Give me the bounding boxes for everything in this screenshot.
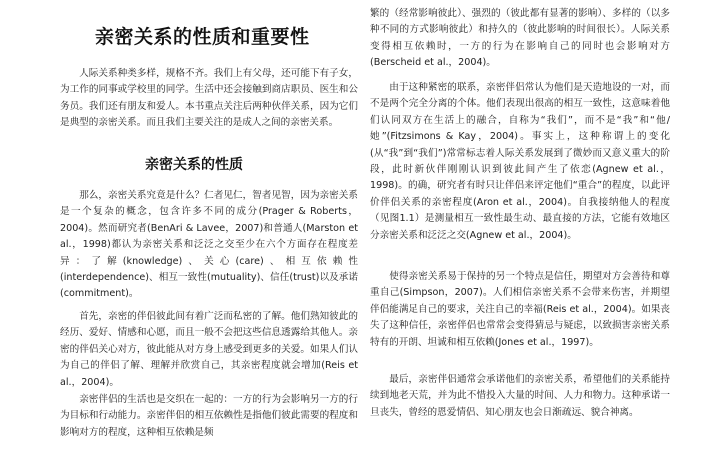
page-title: 亲密关系的性质和重要性 [95,26,310,48]
left-paragraph-3: 首先，亲密的伴侣彼此间有着广泛而私密的了解。他们熟知彼此的经历、爱好、情感和心愿，而且一般不会把这些信息透露给其他人。亲密的伴侣关心对方，彼此能从对方身上感受到更多的关爱。如果人们认为自己的伴侣了解、理解并欣赏自己，其亲密程度就会增加(Reis et al.，2004)。 [60,311,358,388]
left-paragraph-1: 人际关系种类多样，规格不齐。我们上有父母，还可能下有子女，为工作的同事或学校里的同学。生活中还会接触到商店职员、医生和公务员。我们还有朋友和爱人。本书重点关注后两种伙伴关系，因为它们是典型的亲密关系。而且我们主要关注的是成人之间的亲密关系。 [60,68,358,129]
right-paragraph-1: 繁的（经常影响彼此）、强烈的（彼此都有显著的影响）、多样的（以多种不同的方式影响彼此）和持久的（彼此影响的时间很长）。人际关系变得相互依赖时，一方的行为在影响自己的同时也会影响对方(Berscheid et al.，2004)。 [370,8,670,69]
right-paragraph-4: 最后，亲密伴侣通常会承诺他们的亲密关系，希望他们的关系能持续到地老天荒，并为此不惜投入大量的时间、人力和物力。这种承诺一旦丧失，曾经的恩爱情侣、知心朋友也会日渐疏远、貌合神离。 [370,374,670,418]
right-paragraph-2: 由于这种紧密的联系，亲密伴侣常认为他们是天造地设的一对，而不是两个完全分离的个体。他们表现出很高的相互一致性，这意味着他们认同双方在生活上的融合，自称为“我们”，而不是“我”和“他/她”(Fitzsimons & Kay，2004)。事实上，这种称谓上的变化(从“我”到“我们”)常常标志着人际关系发展到了微妙而又意义重大的阶段，此时新伙伴刚刚认识到彼此间产生了依恋(Agnew et al.，1998)。的确，研究者有时只让伴侣来评定他们“重合”的程度，以此评价伴侣关系的亲密程度(Aron et al.，2004)。自我接纳他人的程度（见图1.1）是测量相互一致性最生动、最直接的方法，它能有效地区分亲密关系和泛泛之交(Agnew et al.，2004)。 [370,82,670,241]
left-paragraph-2: 那么，亲密关系究竟是什么？仁者见仁，智者见智，因为亲密关系是一个复杂的概念，包含许多不同的成分(Prager & Roberts，2004)。然而研究者(BenAri & Lavee，2007)和普通人(Marston et al.，1998)都认为亲密关系和泛泛之交至少在六个方面存在程度差异：了解(knowledge)、关心(care)、相互依赖性(interdependence)、相互一致性(mutuality)、信任(trust)以及承诺(commitment)。 [60,190,358,300]
left-paragraph-4: 亲密伴侣的生活也是交织在一起的：一方的行为会影响另一方的行为目标和行动能力。亲密伴侣的相互依赖性是指他们彼此需要的程度和影响对方的程度，这种相互依赖是频 [60,394,358,438]
right-paragraph-3: 使得亲密关系易于保持的另一个特点是信任，期望对方会善待和尊重自己(Simpson，2007)。人们相信亲密关系不会带来伤害，并期望伴侣能满足自己的要求，关注自己的幸福(Reis et al.，2004)。如果丧失了这种信任，亲密伴侣也常常会变得猜忌与疑虑，以致损害亲密关系特有的开朗、坦诚和相互依赖(Jones et al.，1997)。 [370,271,670,348]
section-heading: 亲密关系的性质 [145,157,243,173]
